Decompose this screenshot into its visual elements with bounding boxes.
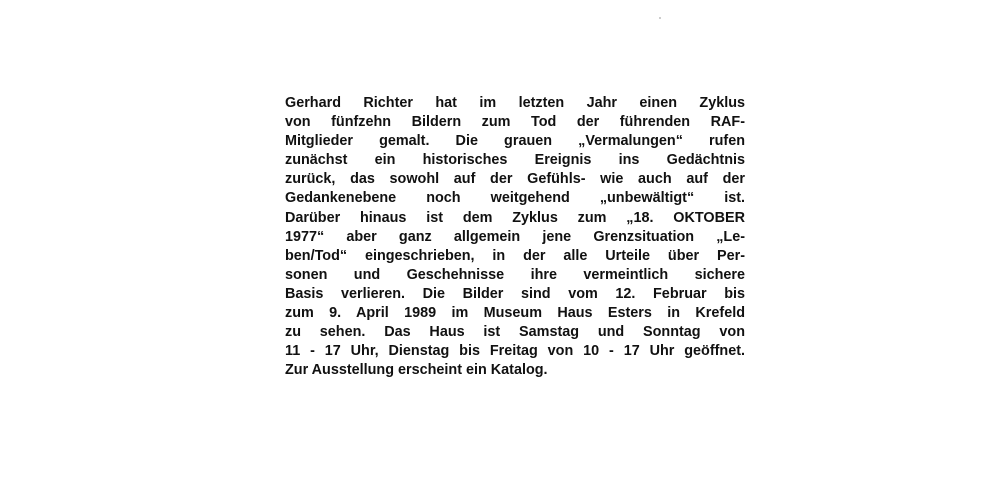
text-line: zum 9. April 1989 im Museum Haus Esters in Krefeld [285,305,745,322]
text-line: zunächst ein historisches Ereignis ins Gedächtnis [285,152,745,169]
text-line: Mitglieder gemalt. Die grauen „Vermalungen“ rufen [285,133,745,150]
text-line: sonen und Geschehnisse ihre vermeintlich sichere [285,266,745,283]
exhibition-text-paragraph [285,94,745,380]
text-line: ben/Tod“ eingeschrieben, in der alle Urteile über Per- [285,247,745,264]
text-line: Basis verlieren. Die Bilder sind vom 12. Februar bis [285,285,745,302]
text-line: Gedankenebene noch weitgehend „unbewältigt“ ist. [285,190,745,207]
text-line: 11 - 17 Uhr, Dienstag bis Freitag von 10 - 17 Uhr geöffnet. [285,343,745,360]
dust-speck [659,17,661,19]
text-line: zurück, das sowohl auf der Gefühls- wie auch auf der [285,171,745,188]
text-line: Darüber hinaus ist dem Zyklus zum „18. OKTOBER [285,209,745,226]
text-line: von fünfzehn Bildern zum Tod der führenden RAF- [285,114,745,131]
text-line: 1977“ aber ganz allgemein jene Grenzsituation „Le- [285,228,745,245]
text-line: zu sehen. Das Haus ist Samstag und Sonntag von [285,324,745,341]
text-line: Zur Ausstellung erscheint ein Katalog. [285,362,548,379]
text-line: Gerhard Richter hat im letzten Jahr einen Zyklus [285,95,745,111]
